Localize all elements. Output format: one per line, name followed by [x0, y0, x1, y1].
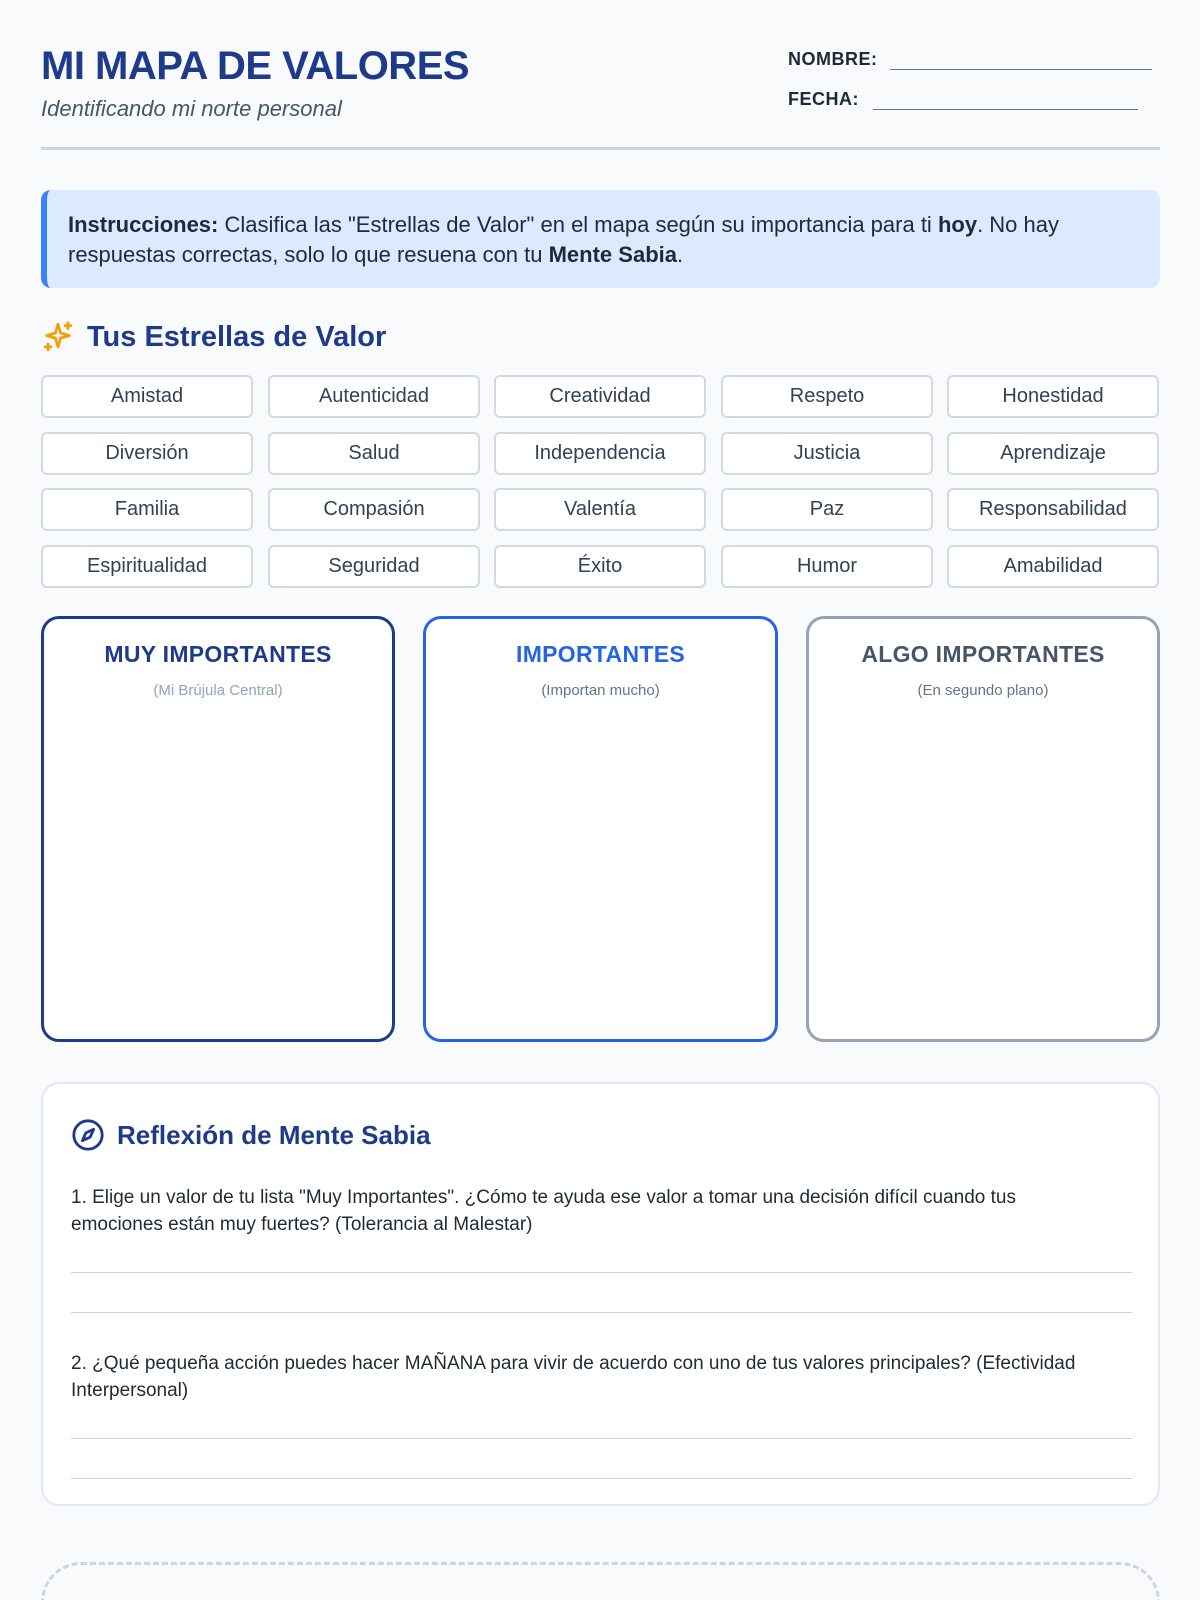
reflection-heading-text: Reflexión de Mente Sabia — [117, 1119, 431, 1150]
value-chip[interactable]: Compasión — [268, 488, 480, 531]
column-subtitle: (Mi Brújula Central) — [153, 682, 283, 699]
value-chip[interactable]: Creatividad — [494, 375, 706, 418]
date-label: FECHA: — [788, 89, 859, 109]
worksheet-header — [41, 40, 1160, 150]
instructions-box — [41, 190, 1160, 288]
dashed-notes-box — [41, 1562, 1160, 1600]
value-chip[interactable]: Éxito — [494, 545, 706, 588]
stars-heading-text: Tus Estrellas de Valor — [87, 320, 387, 353]
value-chip[interactable]: Salud — [268, 432, 480, 475]
column-title: MUY IMPORTANTES — [104, 641, 332, 667]
column-algo-importantes[interactable] — [806, 616, 1160, 1042]
answer-line[interactable] — [71, 1438, 1132, 1439]
instructions-bold-1: hoy — [937, 212, 978, 237]
reflection-question-1: 1. Elige un valor de tu lista "Muy Importantes". ¿Cómo te ayuda ese valor a tomar una decisión difícil cuando tus emociones están muy fuertes? (Tolerancia al Malestar) — [71, 1187, 1016, 1235]
date-input-line[interactable] — [873, 86, 1138, 110]
date-field — [788, 86, 1138, 110]
instructions-text-1: Clasifica las "Estrellas de Valor" en el mapa según su importancia para ti — [218, 212, 938, 237]
instructions-text-2: . No hay respuestas correctas, solo lo que resuena con tu — [68, 212, 1059, 267]
value-chip[interactable]: Valentía — [494, 488, 706, 531]
name-field — [788, 46, 1152, 70]
value-chip[interactable]: Independencia — [494, 432, 706, 475]
column-title: IMPORTANTES — [516, 641, 685, 667]
column-subtitle: (En segundo plano) — [917, 682, 1049, 699]
value-chip[interactable]: Seguridad — [268, 545, 480, 588]
answer-line[interactable] — [71, 1272, 1132, 1273]
value-chip[interactable]: Diversión — [41, 432, 253, 475]
value-chip[interactable]: Autenticidad — [268, 375, 480, 418]
value-chip[interactable]: Aprendizaje — [947, 432, 1159, 475]
column-importantes[interactable] — [423, 616, 778, 1042]
worksheet-page — [41, 0, 1160, 1600]
page-title: MI MAPA DE VALORES — [41, 44, 470, 88]
column-title: ALGO IMPORTANTES — [861, 641, 1105, 667]
reflection-question-2: 2. ¿Qué pequeña acción puedes hacer MAÑANA para vivir de acuerdo con uno de tus valores principales? (Efectividad Interpersonal) — [71, 1353, 1076, 1401]
value-chip[interactable]: Honestidad — [947, 375, 1159, 418]
compass-icon — [71, 1118, 105, 1152]
column-subtitle: (Importan mucho) — [541, 682, 660, 699]
stars-section-heading — [41, 320, 386, 354]
value-chip[interactable]: Justicia — [721, 432, 933, 475]
value-chip[interactable]: Respeto — [721, 375, 933, 418]
instructions-label: Instrucciones: — [68, 212, 219, 237]
value-chip[interactable]: Familia — [41, 488, 253, 531]
value-chip[interactable]: Amabilidad — [947, 545, 1159, 588]
page-subtitle: Identificando mi norte personal — [41, 96, 342, 121]
name-label: NOMBRE: — [788, 49, 878, 69]
name-input-line[interactable] — [890, 46, 1152, 70]
reflection-heading — [71, 1118, 431, 1152]
value-chip[interactable]: Espiritualidad — [41, 545, 253, 588]
instructions-text-3: . — [676, 242, 684, 267]
answer-line[interactable] — [71, 1312, 1132, 1313]
answer-line[interactable] — [71, 1478, 1132, 1479]
column-muy-importantes[interactable] — [41, 616, 395, 1042]
value-chip[interactable]: Humor — [721, 545, 933, 588]
value-chip[interactable]: Paz — [721, 488, 933, 531]
reflection-card — [41, 1082, 1160, 1506]
instructions-bold-2: Mente Sabia — [548, 242, 677, 267]
value-chip[interactable]: Amistad — [41, 375, 253, 418]
value-chip[interactable]: Responsabilidad — [947, 488, 1159, 531]
sparkles-icon — [41, 320, 75, 354]
